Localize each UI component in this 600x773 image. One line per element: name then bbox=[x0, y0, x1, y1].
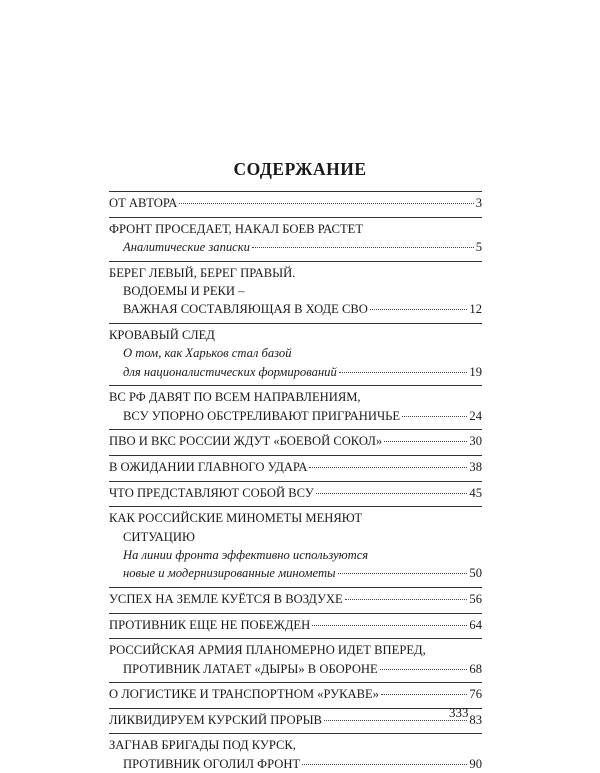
dot-leader bbox=[384, 440, 467, 442]
toc-entry-line bbox=[109, 264, 482, 282]
toc-entry-text: РОССИЙСКАЯ АРМИЯ ПЛАНОМЕРНО ИДЕТ ВПЕРЕД, bbox=[109, 643, 426, 658]
entry-separator bbox=[109, 733, 482, 734]
toc-entry-line bbox=[109, 590, 482, 608]
toc-entry-text: новые и модернизированные минометы bbox=[123, 566, 336, 581]
entry-separator bbox=[109, 481, 482, 482]
toc-entry-line bbox=[109, 484, 482, 502]
toc-entry-text: СИТУАЦИЮ bbox=[123, 529, 195, 544]
dot-leader bbox=[302, 763, 467, 765]
toc-entry-text: ФРОНТ ПРОСЕДАЕТ, НАКАЛ БОЕВ РАСТЕТ bbox=[109, 221, 364, 236]
toc-entry-line bbox=[109, 432, 482, 450]
toc-entry-line bbox=[109, 238, 482, 256]
dot-leader bbox=[309, 466, 467, 468]
dot-leader bbox=[252, 246, 474, 248]
dot-leader bbox=[338, 572, 468, 574]
toc-entry-text: для националистических формирований bbox=[123, 364, 337, 379]
dot-leader bbox=[370, 308, 468, 310]
toc-entry-text: ПВО И ВКС РОССИИ ЖДУТ «БОЕВОЙ СОКОЛ» bbox=[109, 434, 383, 449]
toc-entry-line bbox=[109, 458, 482, 476]
toc-entry-text: На линии фронта эффективно используются bbox=[123, 548, 369, 562]
toc-entry-line bbox=[109, 326, 482, 344]
toc-page-number: 19 bbox=[469, 364, 482, 379]
toc-entry-line bbox=[109, 736, 482, 754]
toc-page-number: 90 bbox=[469, 756, 482, 771]
dot-leader bbox=[312, 624, 467, 626]
toc-entry-line bbox=[109, 685, 482, 703]
page-number: 333 bbox=[449, 705, 469, 720]
entry-separator bbox=[109, 708, 482, 709]
toc-page-number: 68 bbox=[469, 661, 482, 676]
toc-entry-line bbox=[109, 755, 482, 773]
entry-separator bbox=[109, 323, 482, 324]
toc-entry-line bbox=[109, 194, 482, 212]
toc-entry-text: УСПЕХ НА ЗЕМЛЕ КУЁТСЯ В ВОЗДУХЕ bbox=[109, 592, 343, 606]
toc-entry-line bbox=[109, 300, 482, 318]
toc-page-number: 30 bbox=[469, 434, 482, 449]
toc-entry-text: КРОВАВЫЙ СЛЕД bbox=[109, 328, 215, 342]
dot-leader bbox=[339, 371, 468, 373]
dot-leader bbox=[324, 719, 467, 721]
toc-entry-text: О ЛОГИСТИКЕ И ТРАНСПОРТНОМ «РУКАВЕ» bbox=[109, 687, 379, 702]
toc-page-number: 38 bbox=[469, 460, 482, 474]
toc-page-number: 24 bbox=[469, 408, 482, 423]
toc-entry-line bbox=[109, 641, 482, 659]
toc-entry-text: КАК РОССИЙСКИЕ МИНОМЕТЫ МЕНЯЮТ bbox=[109, 511, 363, 526]
toc-entry-text: ПРОТИВНИК ЛАТАЕТ «ДЫРЫ» В ОБОРОНЕ bbox=[123, 661, 378, 676]
toc-entry-line bbox=[109, 509, 482, 527]
entry-separator bbox=[109, 455, 482, 456]
entry-separator bbox=[109, 506, 482, 507]
toc-entry-text: ВСУ УПОРНО ОБСТРЕЛИВАЮТ ПРИГРАНИЧЬЕ bbox=[123, 408, 401, 423]
page-title: СОДЕРЖАНИЕ bbox=[233, 159, 367, 179]
toc-entry-text: О том, как Харьков стал базой bbox=[123, 346, 292, 361]
entry-separator bbox=[109, 385, 482, 386]
toc-entry-line bbox=[109, 546, 482, 564]
dot-leader bbox=[316, 492, 468, 494]
toc-entry-line bbox=[109, 564, 482, 582]
toc-entry-text: ЛИКВИДИРУЕМ КУРСКИЙ ПРОРЫВ bbox=[109, 712, 322, 727]
toc-entry-text: В ОЖИДАНИИ ГЛАВНОГО УДАРА bbox=[109, 460, 308, 474]
toc-entry-text: ПРОТИВНИК ОГОЛИЛ ФРОНТ bbox=[123, 756, 301, 771]
toc-page-number: 83 bbox=[469, 712, 482, 727]
toc-page-number: 56 bbox=[469, 592, 482, 606]
toc-entry-line bbox=[109, 407, 482, 425]
entry-separator bbox=[109, 429, 482, 430]
toc-entry-text: ЗАГНАВ БРИГАДЫ ПОД КУРСК, bbox=[109, 738, 296, 753]
toc-entry-line bbox=[109, 220, 482, 238]
dot-leader bbox=[381, 693, 467, 695]
toc-entry-text: ОТ АВТОРА bbox=[109, 196, 178, 210]
entry-separator bbox=[109, 191, 482, 192]
toc-entry-line bbox=[109, 282, 482, 300]
entry-separator bbox=[109, 682, 482, 683]
toc-entry-line bbox=[109, 344, 482, 362]
toc-entry-text: ПРОТИВНИК ЕЩЕ НЕ ПОБЕЖДЕН bbox=[109, 617, 311, 632]
toc-entry-line bbox=[109, 388, 482, 406]
toc-page-number: 5 bbox=[475, 240, 482, 254]
entry-separator bbox=[109, 587, 482, 588]
toc-entry-text: ВАЖНАЯ СОСТАВЛЯЮЩАЯ В ХОДЕ СВО bbox=[123, 302, 368, 317]
entry-separator bbox=[109, 261, 482, 262]
dot-leader bbox=[179, 202, 473, 204]
toc-entry-line bbox=[109, 660, 482, 678]
entry-separator bbox=[109, 638, 482, 639]
dot-leader bbox=[402, 415, 467, 417]
toc-page-number: 45 bbox=[469, 485, 482, 500]
toc-entry-text: ЧТО ПРЕДСТАВЛЯЮТ СОБОЙ ВСУ bbox=[109, 485, 314, 500]
toc-entry-line bbox=[109, 528, 482, 546]
entry-separator bbox=[109, 217, 482, 218]
toc-entry-text: БЕРЕГ ЛЕВЫЙ, БЕРЕГ ПРАВЫЙ. bbox=[109, 265, 296, 280]
toc-entry-line bbox=[109, 616, 482, 634]
entry-separator bbox=[109, 613, 482, 614]
toc-entry-line bbox=[109, 363, 482, 381]
toc-entry-text: ВС РФ ДАВЯТ ПО ВСЕМ НАПРАВЛЕНИЯМ, bbox=[109, 390, 361, 405]
toc-page-number: 3 bbox=[475, 196, 482, 210]
toc-page-number: 50 bbox=[469, 566, 482, 581]
toc-entry-line bbox=[109, 711, 482, 729]
dot-leader bbox=[380, 668, 468, 670]
toc-entry-text: Аналитические записки bbox=[123, 240, 250, 254]
toc-page-number: 64 bbox=[469, 617, 482, 632]
toc-entry-text: ВОДОЕМЫ И РЕКИ – bbox=[123, 284, 245, 298]
toc-page-number: 76 bbox=[469, 687, 482, 702]
toc-page-number: 12 bbox=[469, 302, 482, 317]
dot-leader bbox=[345, 598, 468, 600]
